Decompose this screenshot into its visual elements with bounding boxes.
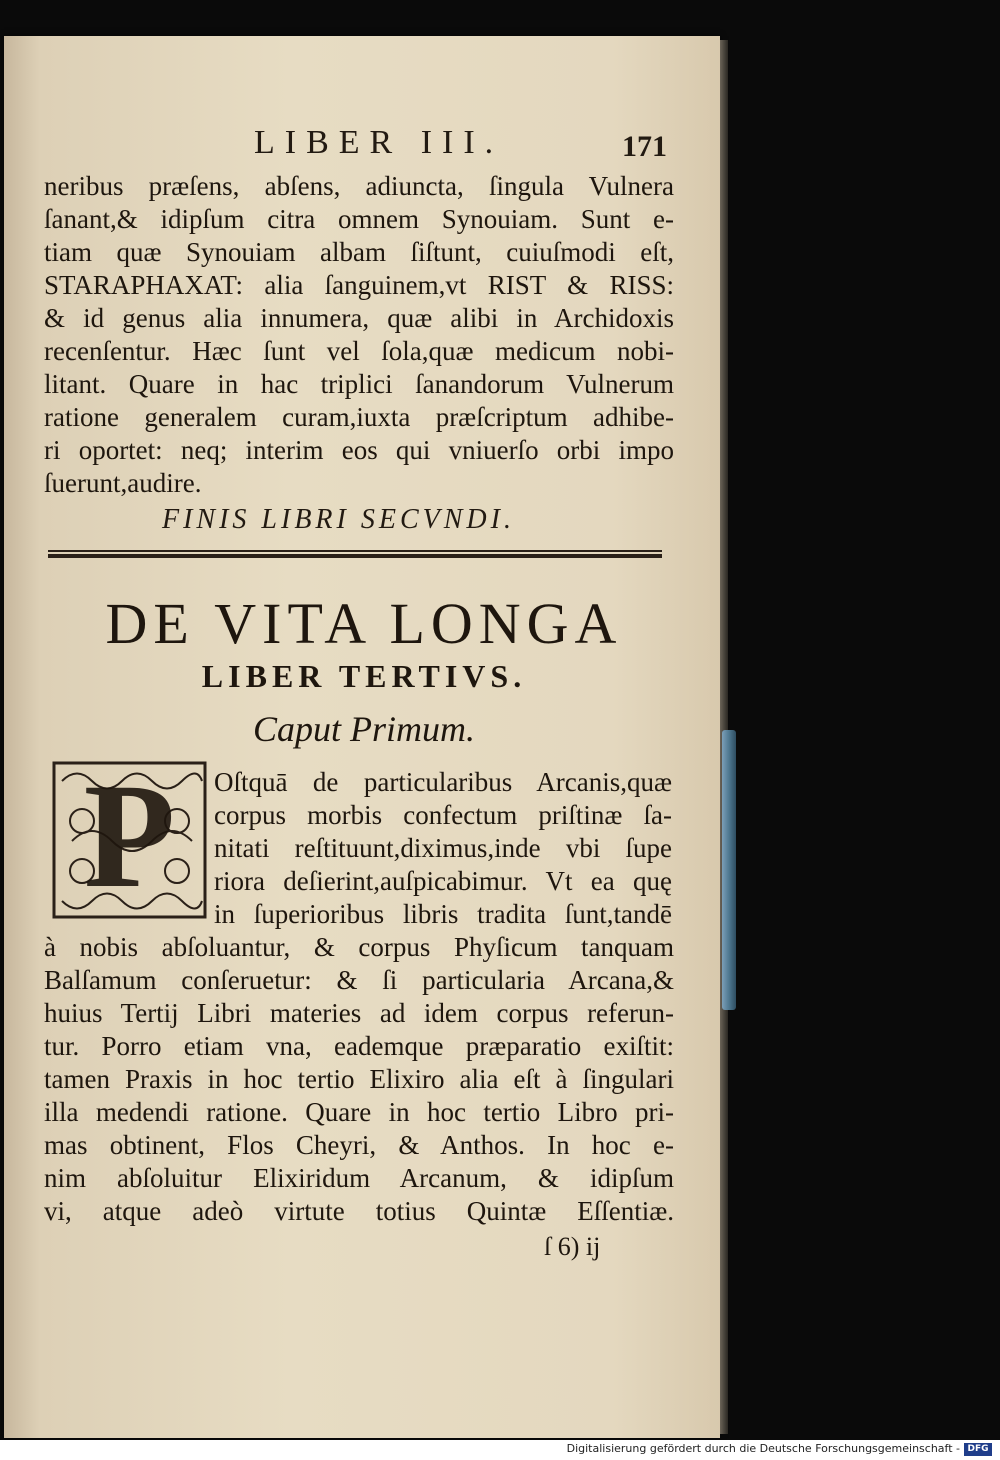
page-number: 171	[622, 130, 667, 163]
text-line: ri oportet: neq; interim eos qui vniuerſo orbi impo	[44, 435, 674, 465]
text-line: corpus morbis confectum priſtinæ ſa-	[214, 800, 672, 830]
text-line: huius Tertij Libri materies ad idem corpus referun-	[44, 998, 674, 1028]
text-line: recenſentur. Hæc ſunt vel ſola,quæ medicum nobi-	[44, 336, 674, 366]
initial-letter: P	[83, 753, 176, 919]
text-line: nim abſoluitur Elixiridum Arcanum, & idipſum	[44, 1163, 674, 1193]
text-line: ſanant,& idipſum citra omnem Synouiam. Sunt e-	[44, 204, 674, 234]
dfg-logo: DFG	[964, 1443, 992, 1456]
text-line: nitati reſtituunt,diximus,inde vbi ſupe	[214, 833, 672, 863]
text-line: ratione generalem curam,iuxta præſcriptum adhibe-	[44, 402, 674, 432]
running-head	[4, 124, 720, 164]
footer-bar	[0, 1440, 1000, 1460]
footer-credit: Digitalisierung gefördert durch die Deutsche Forschungsgemeinschaft -	[566, 1442, 960, 1455]
indented-paragraph	[214, 766, 672, 931]
text-line: litant. Quare in hac triplici ſanandorum Vulnerum	[44, 369, 674, 399]
text-line: in ſuperioribus libris tradita ſunt,tandē	[214, 899, 672, 929]
text-line: à nobis abſoluantur, & corpus Phyſicum tanquam	[44, 932, 674, 962]
section-divider	[48, 548, 662, 558]
finis-line: FINIS LIBRI SECVNDI.	[162, 504, 515, 535]
chapter-heading: Caput Primum.	[252, 709, 475, 749]
top-paragraph	[44, 170, 674, 500]
running-title: LIBER III.	[254, 124, 504, 161]
book-subtitle: LIBER TERTIVS.	[201, 658, 527, 694]
signature-mark: ſ 6) ij	[544, 1232, 601, 1261]
book-page	[4, 36, 720, 1438]
text-line: vi, atque adeò virtute totius Quintæ Eſſentiæ.	[44, 1196, 674, 1226]
text-line: neribus præſens, abſens, adiuncta, ſingula Vulnera	[44, 171, 674, 201]
text-line: Oſtquā de particularibus Arcanis,quæ	[214, 767, 672, 797]
text-line: riora deſierint,auſpicabimur. Vt ea quę	[214, 866, 672, 896]
text-line: tiam quæ Synouiam albam ſiſtunt, cuiuſmodi eſt,	[44, 237, 674, 267]
text-line: tur. Porro etiam vna, eademque præparatio exiſtit:	[44, 1031, 674, 1061]
book-title: DE VITA LONGA	[105, 591, 623, 656]
text-line: ſuerunt,audire.	[44, 468, 202, 498]
text-line: & id genus alia innumera, quæ alibi in Archidoxis	[44, 303, 674, 333]
text-line: mas obtinent, Flos Cheyri, & Anthos. In hoc e-	[44, 1130, 674, 1160]
bookmark-ribbon	[722, 730, 736, 1010]
decorated-initial	[52, 753, 207, 919]
text-line: illa medendi ratione. Quare in hoc tertio Libro pri-	[44, 1097, 674, 1127]
body-paragraph	[44, 931, 674, 1228]
text-line: tamen Praxis in hoc tertio Elixiro alia eſt à ſingulari	[44, 1064, 674, 1094]
text-line: Balſamum conſeruetur: & ſi particularia Arcana,&	[44, 965, 674, 995]
text-line: STARAPHAXAT: alia ſanguinem,vt RIST & RISS:	[44, 270, 674, 300]
